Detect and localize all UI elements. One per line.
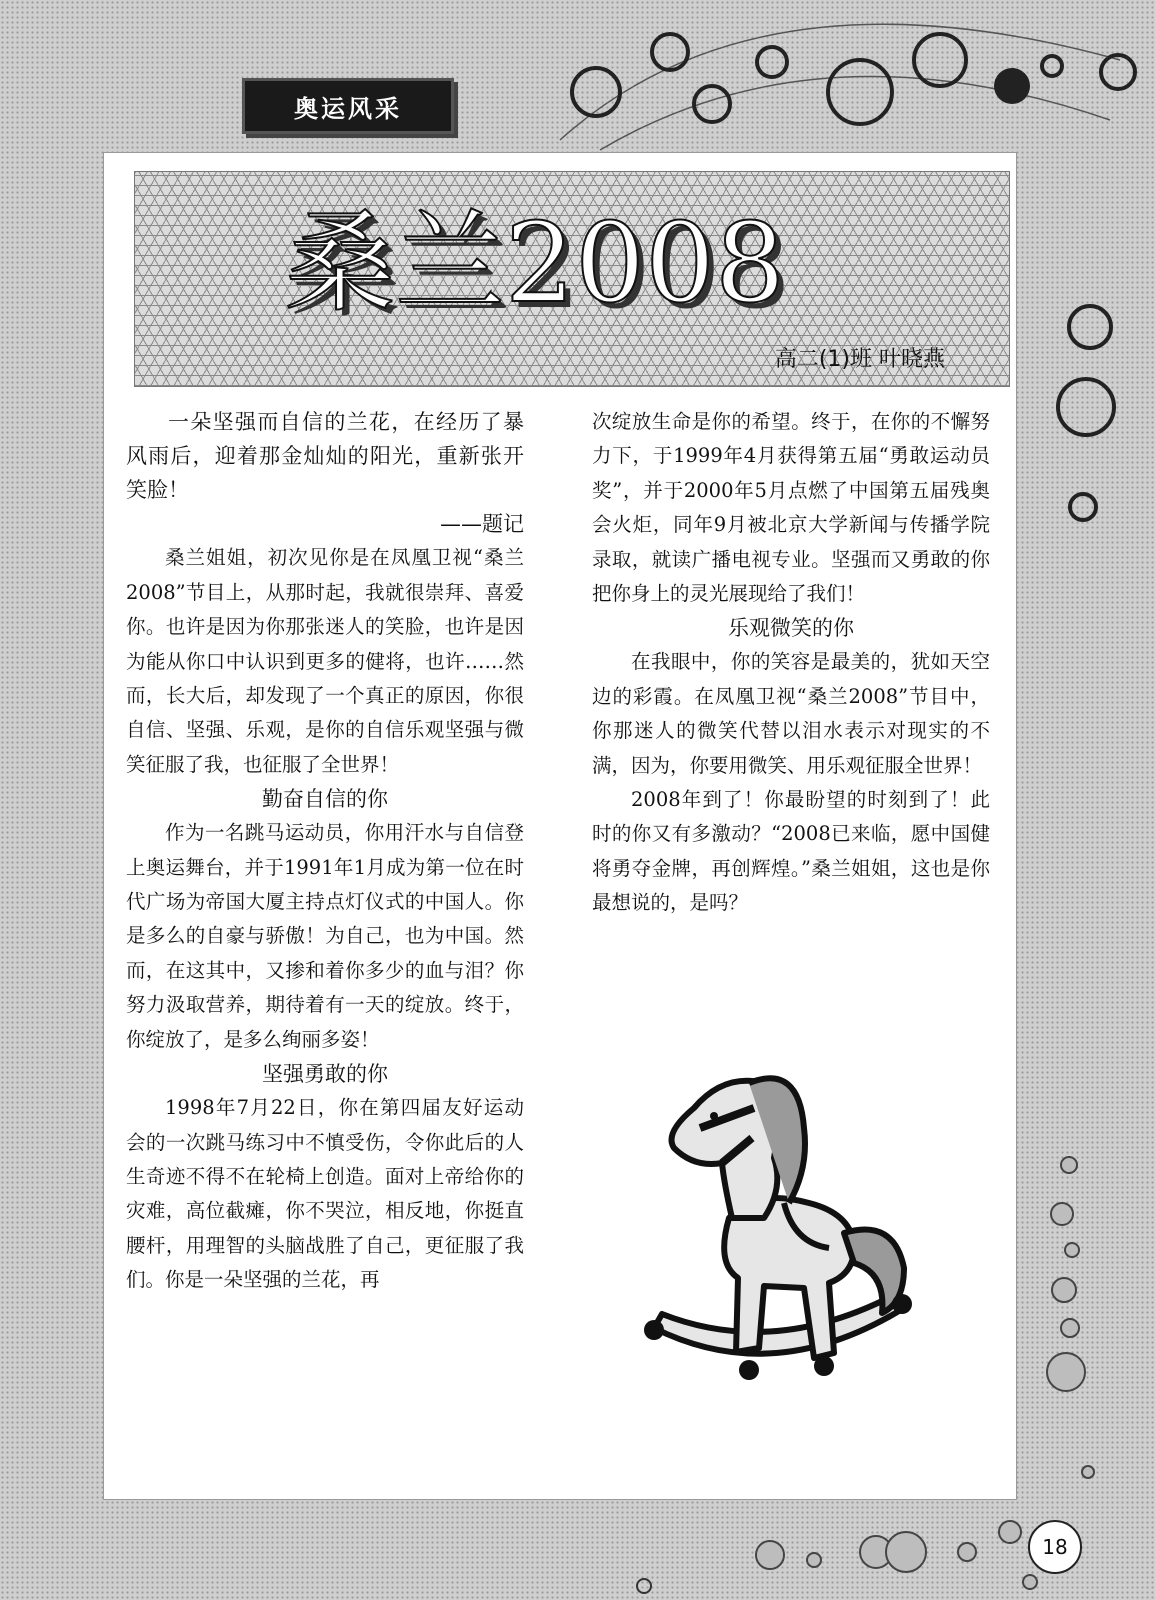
article-title: 桑兰2008 bbox=[285, 199, 785, 327]
intro-paragraph: 桑兰姐姐，初次见你是在凤凰卫视“桑兰2008”节目上，从那时起，我就很崇拜、喜爱你。也许是因为你那张迷人的笑脸，也许是因为能从你口中认识到更多的健将，也许……然而，长大后，却发现了一个真正的原因，你很自信、坚强、乐观，是你的自信乐观坚强与微笑征服了我，也征服了全世界！ bbox=[126, 546, 524, 776]
section2-heading: 坚强勇敢的你 bbox=[262, 1062, 388, 1087]
byline: 高二(1)班 叶晓燕 bbox=[774, 347, 945, 372]
closing-paragraph: 2008年到了！你最盼望的时刻到了！此时的你又有多激动？“2008已来临，愿中国健将勇夺金牌，再创辉煌。”桑兰姐姐，这也是你最想说的，是吗？ bbox=[592, 788, 990, 915]
section3-heading: 乐观微笑的你 bbox=[728, 616, 854, 641]
section2-paragraph: 1998年7月22日，你在第四届友好运动会的一次跳马练习中不慎受伤，令你此后的人生奇迹不得不在轮椅上创造。面对上帝给你的灾难，高位截瘫，你不哭泣，相反地，你挺直腰杆，用理智的头脑战胜了自己，更征服了我们。你是一朵坚强的兰花，再 bbox=[126, 1096, 524, 1292]
section1-heading: 勤奋自信的你 bbox=[262, 787, 388, 812]
section2-continued: 次绽放生命是你的希望。终于，在你的不懈努力下，于1999年4月获得第五届“勇敢运动员奖”，并于2000年5月点燃了中国第五届残奥会火炬，同年9月被北京大学新闻与传播学院录取，就读广播电视专业。坚强而又勇敢的你把你身上的灵光展现给了我们！ bbox=[592, 410, 990, 606]
title-banner bbox=[134, 171, 1010, 387]
section3-paragraph: 在我眼中，你的笑容是最美的，犹如天空边的彩霞。在凤凰卫视“桑兰2008”节目中，你那迷人的微笑代替以泪水表示对现实的不满，因为，你要用微笑、用乐观征服全世界！ bbox=[592, 650, 990, 777]
right-column bbox=[592, 405, 990, 921]
page-number: 18 bbox=[1028, 1520, 1082, 1574]
section1-paragraph: 作为一名跳马运动员，你用汗水与自信登上奥运舞台，并于1991年1月成为第一位在时代广场为帝国大厦主持点灯仪式的中国人。你是多么的自豪与骄傲！为自己，也为中国。然而，在这其中，又掺和着你多少的血与泪？你努力汲取营养，期待着有一天的绽放。终于，你绽放了，是多么绚丽多姿！ bbox=[126, 821, 524, 1051]
rocking-horse-illustration bbox=[634, 1068, 924, 1398]
article-page bbox=[103, 152, 1017, 1500]
epigraph-signature: ——题记 bbox=[440, 512, 524, 536]
section-tag: 奥运风采 bbox=[242, 78, 454, 134]
epigraph: 一朵坚强而自信的兰花，在经历了暴风雨后，迎着那金灿灿的阳光，重新张开笑脸！ bbox=[126, 410, 524, 502]
left-column bbox=[126, 405, 524, 1298]
